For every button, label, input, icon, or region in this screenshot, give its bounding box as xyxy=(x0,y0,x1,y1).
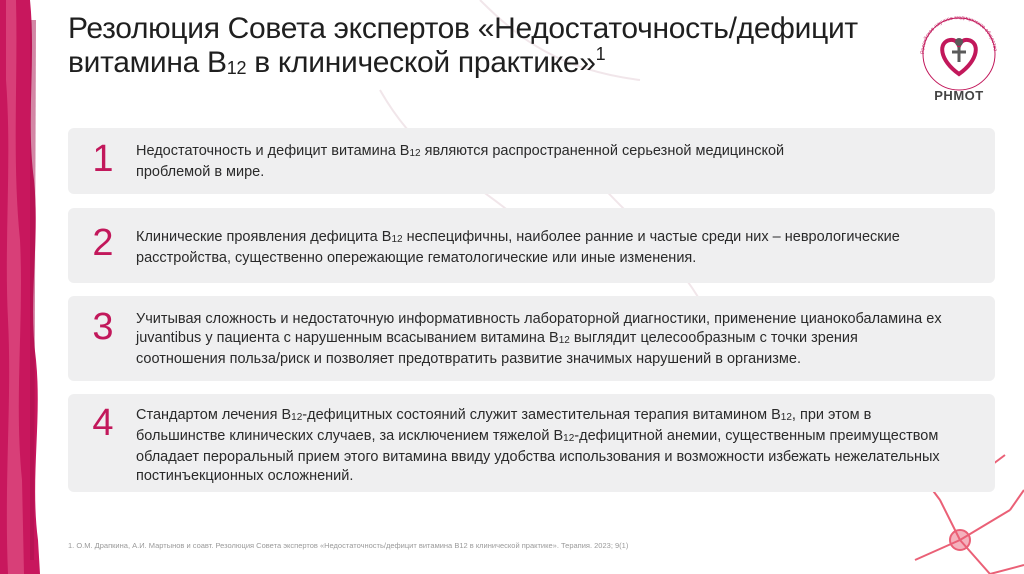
title-line-2: витамина $В_{12}$ в клинической практике»$^1$ xyxy=(68,44,606,79)
brush-stroke-decoration xyxy=(0,0,46,574)
subscript: 12 xyxy=(391,234,403,245)
resolution-item xyxy=(68,208,995,283)
item-number: 2 xyxy=(92,222,114,264)
subscript: 12 xyxy=(409,148,421,159)
text-segment: , при этом в xyxy=(791,407,872,423)
item-text xyxy=(136,142,975,182)
item-number: 4 xyxy=(92,402,114,444)
text-segment: Недостаточность и дефицит витамина В xyxy=(136,143,410,159)
text-segment: -дефицитных состояний служит заместительная терапия витамином В xyxy=(302,407,781,423)
item-text xyxy=(136,228,975,268)
text-segment: проблемой в мире. xyxy=(136,164,265,180)
resolution-item xyxy=(68,394,995,492)
svg-text:Российское научное медицинское xyxy=(914,12,998,54)
text-segment: неспецифичны, наиболее ранние и частые среди них – неврологические xyxy=(402,229,900,245)
text-segment: выглядит целесообразным с точки зрения xyxy=(569,330,858,346)
subscript: 12 xyxy=(291,412,303,423)
text-segment: Клинические проявления дефицита В xyxy=(136,229,392,245)
subscript: 12 xyxy=(558,335,570,346)
text-segment: Учитывая сложность и недостаточную информативность лабораторной диагностики, применение цианокобаламина ex xyxy=(136,311,942,327)
text-segment: -дефицитной анемии, существенным преимуществом xyxy=(574,428,939,444)
page-title xyxy=(68,12,908,85)
resolution-item xyxy=(68,296,995,381)
subscript: 12 xyxy=(780,412,792,423)
resolution-item xyxy=(68,128,995,194)
text-segment: Стандартом лечения В xyxy=(136,407,292,423)
item-text xyxy=(136,406,975,486)
logo-ring-text: Российское научное медицинское общество xyxy=(919,14,998,55)
text-segment: обладает пероральный прием этого витамина ввиду удобства использования и возможности избежать нежелательных xyxy=(136,449,940,465)
text-segment: являются распространенной серьезной медицинской xyxy=(420,143,785,159)
text-segment: соотношения польза/риск и позволяет предотвратить развитие значимых нарушений в организме. xyxy=(136,351,801,367)
text-segment: большинстве клинических случаев, за исключением тяжелой В xyxy=(136,428,564,444)
footnote: 1. О.М. Драпкина, А.И. Мартынов и соавт. Резолюция Совета экспертов «Недостаточность/дефицит витамина В12 в клинической практике». Терапия. 2023; 9(1) xyxy=(68,541,629,550)
text-segment: расстройства, существенно опережающие гематологические или иные изменения. xyxy=(136,250,697,266)
logo-text: РНМОТ xyxy=(934,88,984,103)
title-line-1: Резолюция Совета экспертов «Недостаточность/дефицит xyxy=(68,12,858,45)
item-number: 3 xyxy=(92,306,114,348)
item-number: 1 xyxy=(92,138,114,180)
item-text xyxy=(136,310,975,369)
text-segment: juvantibus у пациента с нарушенным всасыванием витамина В xyxy=(136,330,559,346)
subscript: 12 xyxy=(563,433,575,444)
text-segment: постинъекционных осложнений. xyxy=(136,468,354,484)
